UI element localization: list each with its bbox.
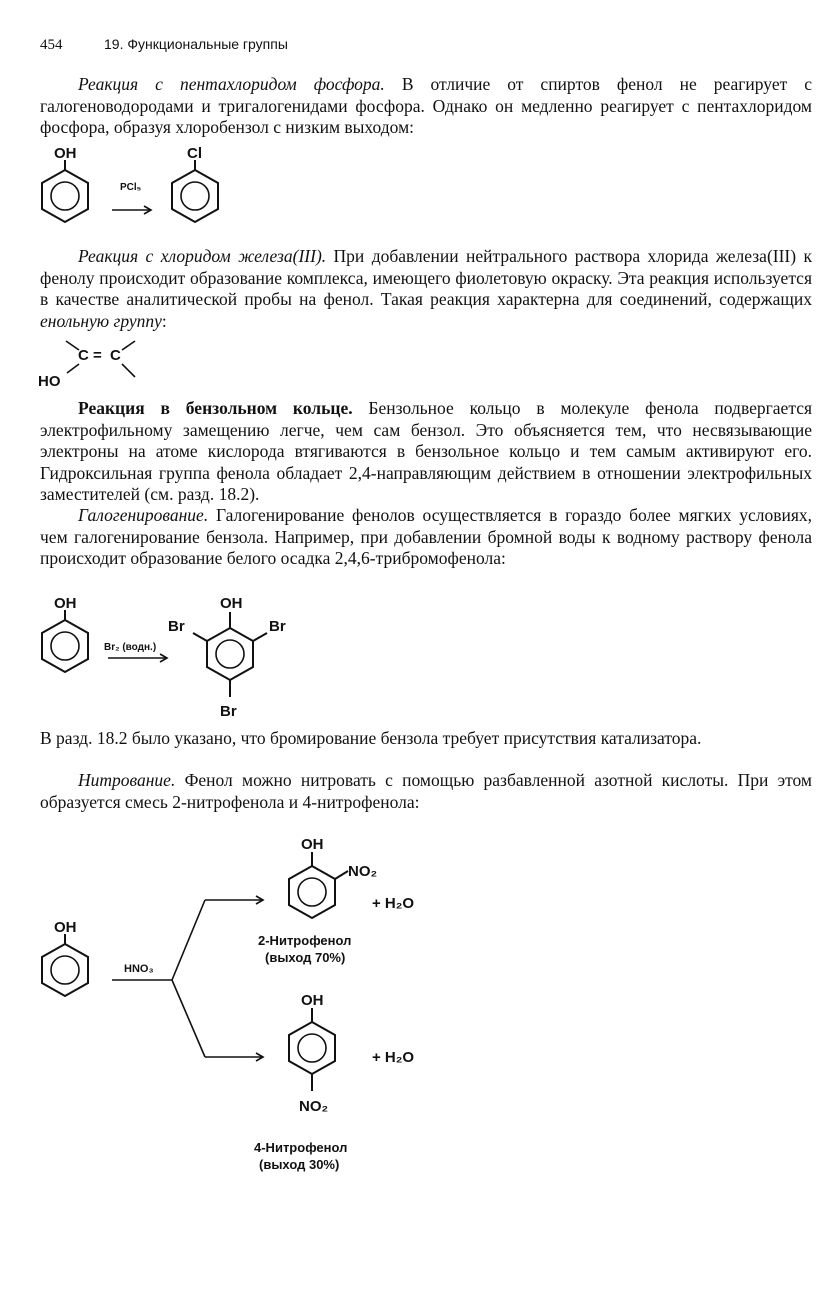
br-bottom-label: Br [220,703,237,720]
product-oh-label: OH [220,595,243,612]
enol-double-bond: = [93,347,102,364]
p2-name: 4-Нитрофенол [254,1140,348,1155]
enol-term: енольную группу [40,310,162,331]
fecl3-title: Реакция с хлоридом железа(III). [78,246,327,266]
p1-oh-label: OH [301,836,324,853]
ring-text: Бензольное кольцо в молекуле фенола подвергается электрофильному замещению легче, чем сам бензол. Это объясняется тем, что несвязывающие электроны на атоме кислорода втягиваются в бензольное кольцо и тем самым активируют его. Гидроксильная группа фенола обладает 2,4-направляющим действием в отношении электрофильных заместителей (см. разд. 18.2). [40,398,813,504]
tribromophenol-structure [168,595,286,720]
page-number: 454 [40,37,63,53]
p1-yield: (выход 70%) [265,950,346,965]
pcl5-text: В отличие от спиртов фенол не реагирует с галогеноводородами и тригалогенидами фосфора. Однако он медленно реагирует с пентахлоридом фосфора, образуя хлоробензол с низким выходом: [40,74,813,137]
bromination-note: В разд. 18.2 было указано, что бромирование бензола требует присутствия катализатора. [40,728,702,748]
ring-title: Реакция в бензольном кольце. [78,398,353,418]
phenol-structure-2 [42,595,88,672]
br2-reagent: Br₂ (водн.) [104,642,157,653]
p2-oh-label: OH [301,992,324,1009]
halogen-title: Галогенирование. [78,505,209,525]
br-right-label: Br [269,618,286,635]
p1-name: 2-Нитрофенол [258,933,352,948]
p1-water: + H₂O [372,895,415,912]
oh-label: OH [54,919,77,936]
hno3-reagent: HNO₃ [124,963,154,975]
fecl3-colon: : [161,310,167,331]
cl-label: Cl [187,145,202,162]
enol-structure [38,341,135,390]
oh-label: OH [54,595,77,612]
p2-yield: (выход 30%) [259,1157,340,1172]
halogen-text: Галогенирование фенолов осуществляется в гораздо более мягких условиях, чем галогенирование бензола. Например, при добавлении бромной воды к водному раствору фенола происходит образование белого осадка 2,4,6-трибромофенола: [40,505,812,568]
enol-carbon-1: C [78,347,89,364]
br-left-label: Br [168,618,185,635]
phenol-structure-3 [42,919,88,996]
pcl5-title: Реакция с пентахлоридом фосфора. [78,74,385,94]
oh-label: OH [54,145,77,162]
enol-oh-label: HO [38,373,61,390]
nitration-title: Нитрование. [78,770,176,790]
bromination-arrow [104,642,167,662]
4-nitrophenol-structure [254,992,414,1172]
pcl5-reagent: PCl₅ [120,182,142,193]
chlorobenzene-structure [172,145,218,222]
phenol-structure-1 [42,145,88,222]
p2-water: + H₂O [372,1049,415,1066]
enol-carbon-2: C [110,347,121,364]
p1-no2-label: NO₂ [348,863,378,880]
nitration-branch-arrow [112,896,263,1061]
running-title: 19. Функциональные группы [104,36,288,52]
pcl5-arrow [112,182,151,214]
2-nitrophenol-structure [258,836,414,965]
p2-no2-label: NO₂ [299,1098,329,1115]
nitration-text: Фенол можно нитровать с помощью разбавленной азотной кислоты. При этом образуется смесь 2-нитрофенола и 4-нитрофенола: [40,770,812,812]
fecl3-text: При добавлении нейтрального раствора хлорида железа(III) к фенолу происходит образование комплекса, имеющего фиолетовую окраску. Эта реакция используется в качестве аналитической пробы на фенол. Такая реакция характерна для соединений, содержащих [40,246,812,309]
